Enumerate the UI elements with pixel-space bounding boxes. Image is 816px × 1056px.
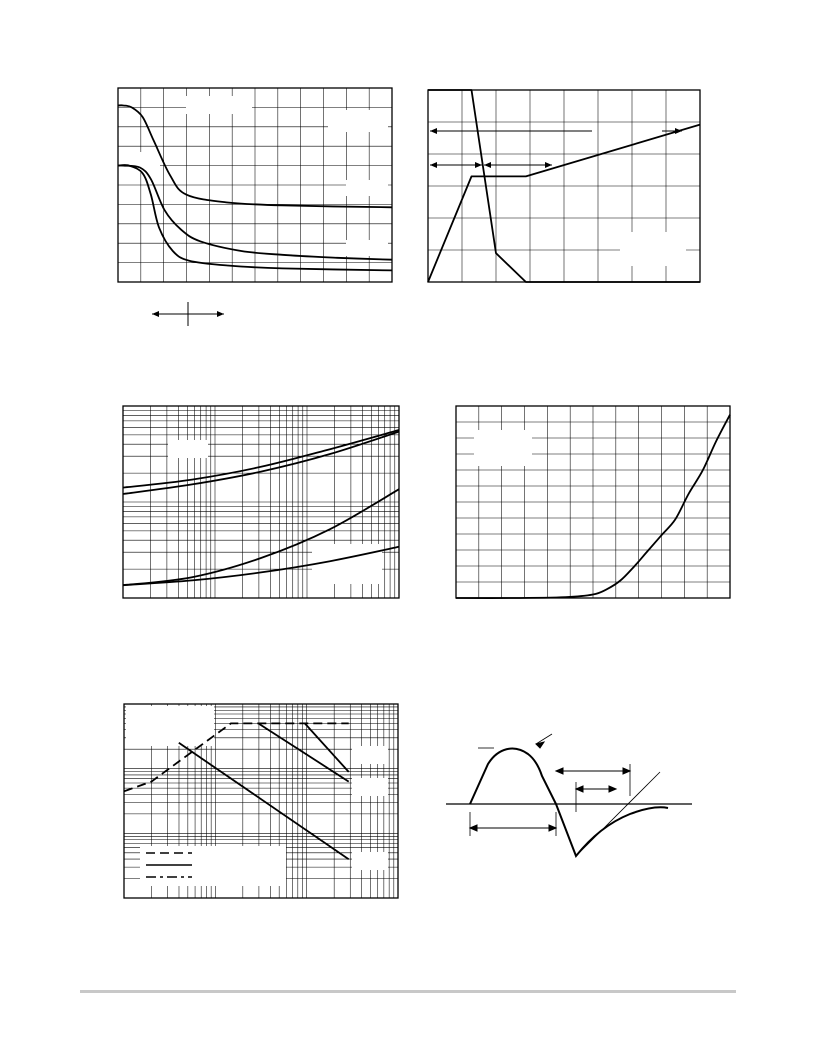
fig2-arrowhead bbox=[430, 128, 437, 134]
waveform-arrowhead bbox=[609, 786, 616, 792]
fig5-series-line-4 bbox=[179, 743, 349, 859]
fig3-series-line-1 bbox=[123, 430, 399, 488]
waveform-diagram bbox=[446, 734, 692, 856]
waveform-tangent bbox=[576, 772, 660, 856]
fig5-series-line-3 bbox=[258, 723, 348, 781]
waveform-trace bbox=[470, 749, 668, 856]
fig2-arrowhead bbox=[430, 162, 437, 168]
waveform-arrowhead bbox=[623, 768, 630, 774]
chart-fig3 bbox=[123, 406, 399, 598]
fig2-arrowhead bbox=[475, 162, 482, 168]
waveform-arrowhead bbox=[470, 825, 477, 831]
fig3-label-mask bbox=[168, 440, 208, 458]
fig5-label-mask bbox=[126, 706, 214, 746]
fig2-label-mask bbox=[620, 232, 686, 266]
fig1-arrowhead-left bbox=[152, 311, 159, 317]
fig5-label-mask bbox=[352, 778, 388, 796]
chart-fig5 bbox=[124, 704, 398, 898]
fig4-label-mask bbox=[474, 430, 532, 466]
fig2-arrowhead bbox=[545, 162, 552, 168]
fig1-arrowhead-right bbox=[217, 311, 224, 317]
fig1-label-mask bbox=[346, 180, 388, 196]
fig5-label-mask bbox=[352, 852, 388, 870]
fig5-label-mask bbox=[352, 746, 388, 764]
waveform-arrowhead bbox=[549, 825, 556, 831]
fig1-label-mask bbox=[328, 110, 388, 132]
fig2-arrowhead bbox=[484, 162, 491, 168]
chart-fig2 bbox=[428, 90, 700, 282]
fig5-series-line-2 bbox=[305, 723, 349, 772]
waveform-arrowhead bbox=[576, 786, 583, 792]
fig5-legend-box bbox=[140, 846, 286, 886]
chart-fig4 bbox=[456, 406, 730, 598]
fig2-arrowhead bbox=[675, 128, 682, 134]
fig1-label-mask bbox=[186, 96, 252, 114]
waveform-arrowhead bbox=[556, 768, 563, 774]
chart-fig1 bbox=[118, 88, 392, 326]
fig1-label-mask bbox=[346, 240, 388, 256]
fig3-label-mask bbox=[312, 544, 382, 584]
